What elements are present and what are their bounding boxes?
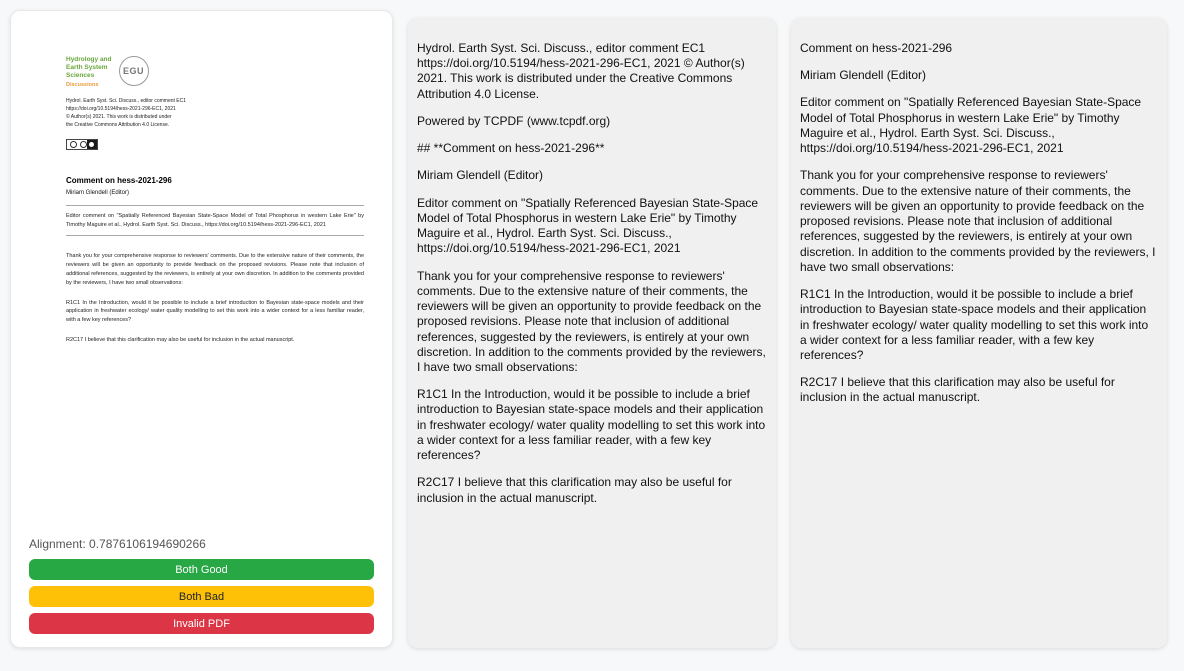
cc-dark-block (87, 140, 97, 149)
reference-paragraph: R1C1 In the Introduction, would it be possible to include a brief introduction to Bayesian state-space models and their application in freshwater ecology/ water quality modelling to set this work into a wider context for a less familiar reader, with a few key references? (800, 287, 1149, 362)
journal-logo-line: Hydrology and (66, 56, 112, 63)
pdf-panel (10, 10, 393, 648)
journal-logo-line: Earth System (66, 64, 108, 72)
cc-license-icon (66, 139, 98, 150)
cc-circle-icon (70, 141, 77, 148)
pdf-header-line: the Creative Commons Attribution 4.0 License. (66, 122, 170, 129)
cc-person-icon (80, 141, 87, 148)
pdf-journal-header (66, 56, 364, 88)
extracted-text-panel (408, 18, 776, 648)
egu-logo-icon: EGU (119, 56, 149, 86)
extracted-paragraph: ## **Comment on hess-2021-296** (417, 141, 605, 156)
reference-paragraph: Miriam Glendell (Editor) (800, 68, 927, 83)
journal-logo (66, 56, 112, 88)
pdf-title: Comment on hess-2021-296 (66, 176, 172, 186)
extracted-paragraph: Powered by TCPDF (www.tcpdf.org) (417, 113, 611, 128)
extracted-paragraph: R1C1 In the Introduction, would it be possible to include a brief introduction to Bayesian state-space models and their application in freshwater ecology/ water quality modelling to set this work into a wider context for a less familiar reader, with a few key references? (417, 387, 766, 463)
pdf-paragraph: R2C17 I believe that this clarification may also be useful for inclusion in the actual manuscript. (66, 336, 295, 343)
both-bad-button[interactable]: Both Bad (29, 586, 374, 607)
journal-logo-line: Sciences (66, 72, 95, 80)
pdf-header-line: Hydrol. Earth Syst. Sci. Discuss., editor comment EC1 (66, 98, 187, 105)
journal-discussions-label: Discussions (66, 82, 99, 89)
reference-text-panel (791, 18, 1167, 648)
pdf-preview (11, 11, 392, 537)
pdf-header-line: © Author(s) 2021. This work is distributed under (66, 114, 172, 121)
pdf-citation: Editor comment on "Spatially Referenced Bayesian State-Space Model of Total Phosphorus in western Lake Erie" by Timothy Maguire et al., Hydrol. Earth Syst. Sci. Discuss., https://doi.org/10.5194/hess-2021-296-EC1, 2021 (66, 205, 364, 236)
extracted-paragraph: Thank you for your comprehensive response to reviewers' comments. Due to the extensive nature of their comments, the reviewers will be given an opportunity to provide feedback on the proposed revisions. Please note that inclusion of additional references, suggested by the reviewers, is entirely at your own discretion. In addition to the comments provided by the reviewers, I have two small observations: (417, 268, 766, 374)
pdf-paragraph: R1C1 In the Introduction, would it be possible to include a brief introduction to Bayesian state-space models and their application in freshwater ecology/ water quality modelling to set this work into a wider context for a less familiar reader, with a few key references? (66, 299, 364, 324)
pdf-header-line: https://doi.org/10.5194/hess-2021-296-EC1, 2021 (66, 106, 176, 113)
extracted-paragraph: R2C17 I believe that this clarification may also be useful for inclusion in the actual manuscript. (417, 475, 732, 505)
pdf-header-text (66, 97, 364, 129)
alignment-score-label: Alignment: 0.7876106194690266 (29, 537, 206, 551)
reference-paragraph: Editor comment on "Spatially Referenced Bayesian State-Space Model of Total Phosphorus in western Lake Erie" by Timothy Maguire et al., Hydrol. Earth Syst. Sci. Discuss., https://doi.org/10.5194/hess-2021-296-EC1, 2021 (800, 95, 1142, 156)
pdf-author: Miriam Glendell (Editor) (66, 190, 130, 197)
reference-paragraph: R2C17 I believe that this clarification may also be useful for inclusion in the actual manuscript. (800, 375, 1115, 405)
invalid-pdf-button[interactable]: Invalid PDF (29, 613, 374, 634)
decision-controls (11, 537, 392, 647)
reference-paragraph: Thank you for your comprehensive response to reviewers' comments. Due to the extensive nature of their comments, the reviewers will be given an opportunity to provide feedback on the proposed revisions. Please note that inclusion of additional references, suggested by the reviewers, is entirely at your own discretion. In addition to the comments provided by the reviewers, I have two small observations: (800, 168, 1156, 274)
pdf-paragraph: Thank you for your comprehensive response to reviewers' comments. Due to the extensive nature of their comments, the reviewers will be given an opportunity to provide feedback on the proposed revisions. Please note that inclusion of additional references, suggested by the reviewers, is entirely at your own discretion. In addition to the comments provided by the reviewers, I have two small observations: (66, 253, 364, 286)
both-good-button[interactable]: Both Good (29, 559, 374, 580)
extracted-paragraph: Hydrol. Earth Syst. Sci. Discuss., editor comment EC1 https://doi.org/10.5194/hess-2021-296-EC1, 2021 © Author(s) 2021. This work is distributed under the Creative Commons Attribution 4.0 License. (417, 41, 745, 101)
pdf-body (66, 252, 364, 344)
reference-paragraph: Comment on hess-2021-296 (800, 41, 953, 55)
extracted-paragraph: Miriam Glendell (Editor) (417, 168, 544, 183)
extracted-paragraph: Editor comment on "Spatially Referenced Bayesian State-Space Model of Total Phosphorus in western Lake Erie" by Timothy Maguire et al., Hydrol. Earth Syst. Sci. Discuss., https://doi.org/10.5194/hess-2021-296-EC1, 2021 (417, 195, 759, 256)
